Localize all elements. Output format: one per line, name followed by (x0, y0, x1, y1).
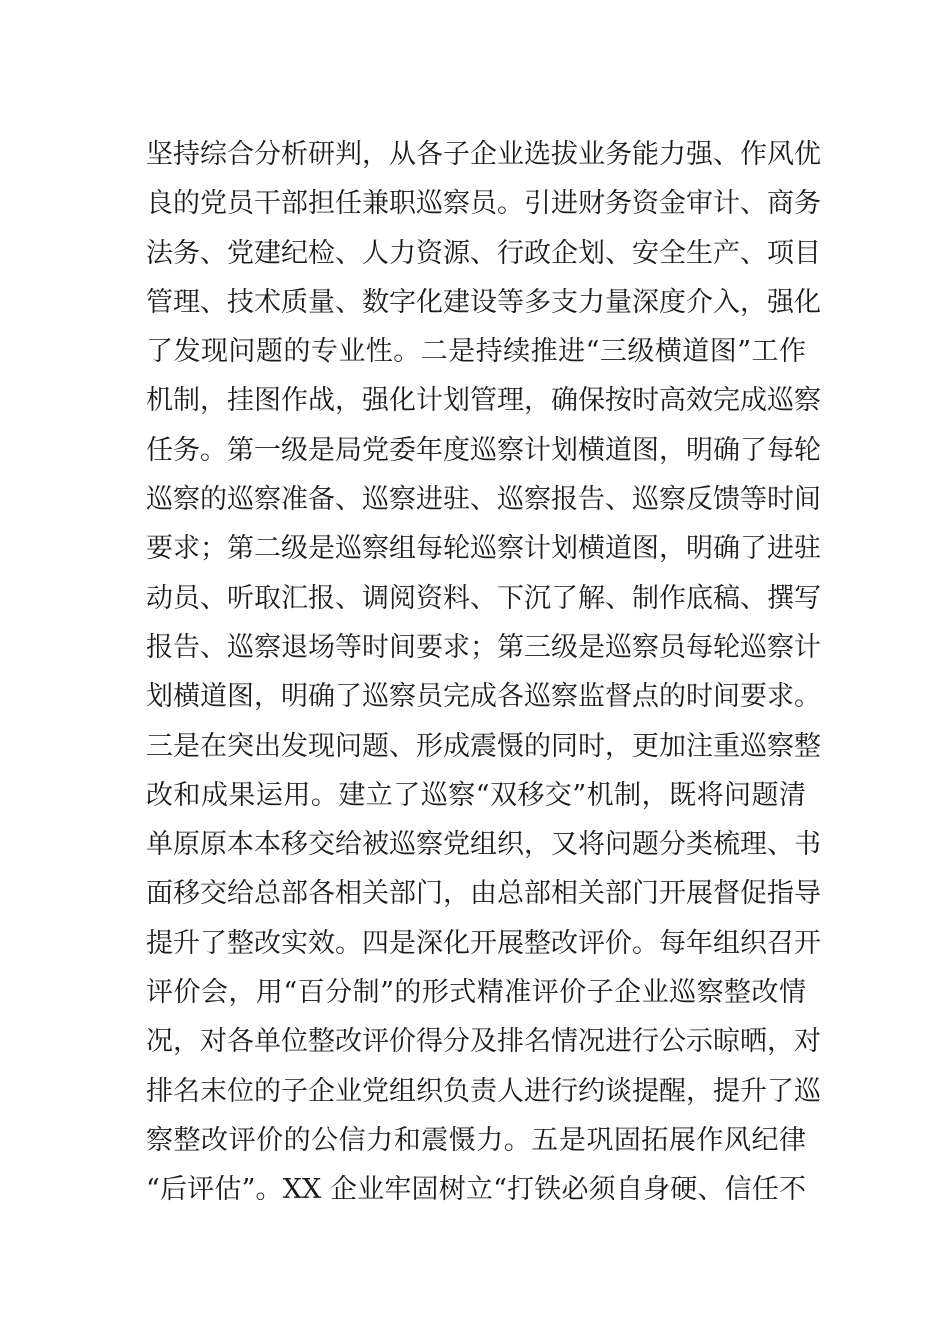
text-line: “后评估”。XX 企业牢固树立“打铁必须自身硬、信任不 (146, 1174, 806, 1206)
text-line: 单原原本本移交给被巡察党组织，又将问题分类梳理、书 (146, 829, 821, 861)
text-line: 良的党员干部担任兼职巡察员。引进财务资金审计、商务 (146, 188, 821, 220)
text-line: 排名末位的子企业党组织负责人进行约谈提醒，提升了巡 (146, 1075, 821, 1107)
text-line: 评价会，用“百分制”的形式精准评价子企业巡察整改情 (146, 977, 806, 1009)
text-line: 划横道图，明确了巡察员完成各巡察监督点的时间要求。 (146, 681, 821, 713)
text-line: 提升了整改实效。四是深化开展整改评价。每年组织召开 (146, 927, 821, 959)
text-line: 报告、巡察退场等时间要求；第三级是巡察员每轮巡察计 (146, 631, 821, 663)
text-line: 三是在突出发现问题、形成震慑的同时，更加注重巡察整 (146, 730, 821, 762)
text-line: 况，对各单位整改评价得分及排名情况进行公示晾晒，对 (146, 1026, 821, 1058)
text-line: 坚持综合分析研判，从各子企业选拔业务能力强、作风优 (146, 139, 821, 170)
text-line: 面移交给总部各相关部门，由总部相关部门开展督促指导 (146, 878, 821, 910)
body-text (146, 130, 821, 1215)
text-line: 管理、技术质量、数字化建设等多支力量深度介入，强化 (146, 286, 821, 318)
text-line: 巡察的巡察准备、巡察进驻、巡察报告、巡察反馈等时间 (146, 484, 821, 516)
text-line: 改和成果运用。建立了巡察“双移交”机制，既将问题清 (146, 779, 806, 811)
text-line: 动员、听取汇报、调阅资料、下沉了解、制作底稿、撰写 (146, 582, 821, 614)
text-line: 法务、党建纪检、人力资源、行政企划、安全生产、项目 (146, 237, 821, 269)
text-line: 要求；第二级是巡察组每轮巡察计划横道图，明确了进驻 (146, 533, 821, 565)
text-line: 察整改评价的公信力和震慑力。五是巩固拓展作风纪律 (146, 1124, 806, 1156)
text-line: 任务。第一级是局党委年度巡察计划横道图，明确了每轮 (146, 434, 821, 466)
text-line: 了发现问题的专业性。二是持续推进“三级横道图”工作 (146, 336, 806, 368)
text-line: 机制，挂图作战，强化计划管理，确保按时高效完成巡察 (146, 385, 821, 417)
